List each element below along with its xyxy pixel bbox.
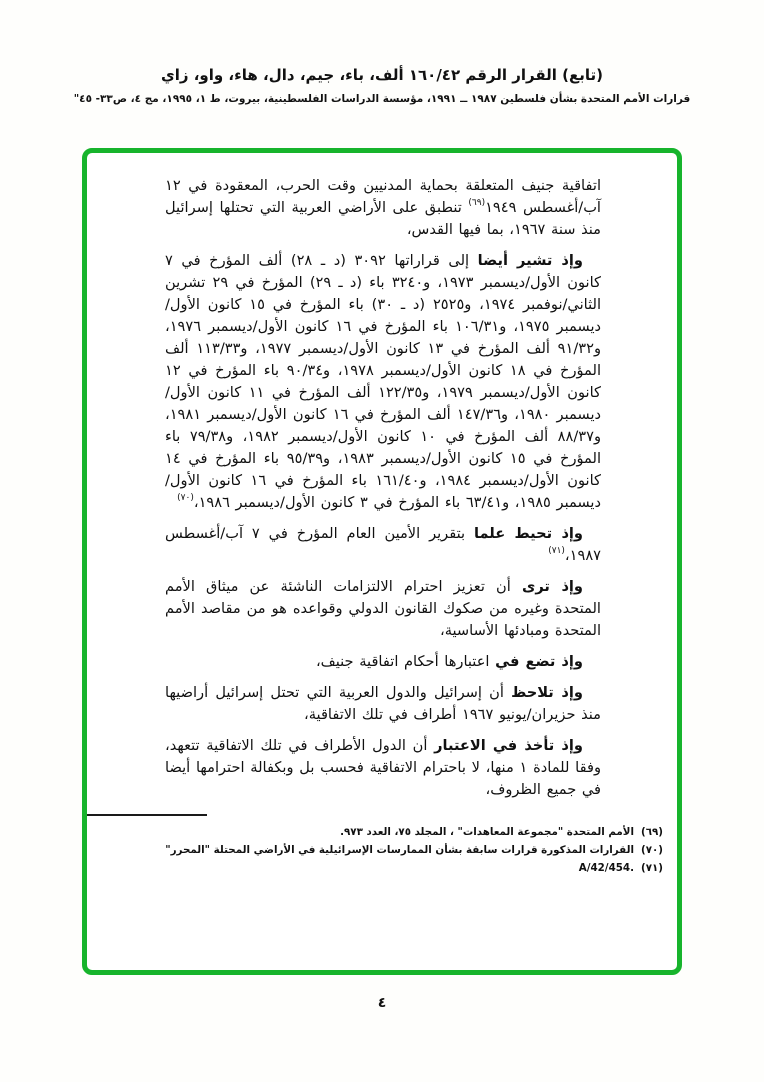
paragraph-7 (165, 735, 601, 801)
paragraph-1-text-cont: تنطبق على الأراضي العربية التي تحتلها إسرائيل منذ سنة ١٩٦٧، بما فيها القدس، (165, 199, 601, 238)
footnote-69 (103, 823, 663, 841)
paragraph-5 (165, 651, 601, 673)
footnote-70 (103, 841, 663, 859)
footnote-71-number: (٧١) (640, 862, 663, 874)
source-citation: قرارات الأمم المتحدة بشأن فلسطين ١٩٨٧ ــ ١٩٩١، مؤسسة الدراسات الفلسطينية، بيروت، ط ١، ١٩٩٥، مج ٤، ص٣٣- ٤٥" (73, 93, 691, 105)
paragraph-4-lead: وإذ ترى (521, 578, 584, 595)
footnote-70-text: القرارات المذكورة قرارات سابقة بشأن الممارسات الإسرائيلية في الأراضي المحتلة "المحرر" (165, 844, 634, 856)
resolution-title: (تابع) القرار الرقم ١٦٠/٤٢ ألف، باء، جيم، دال، هاء، واو، زاي (160, 66, 604, 84)
paragraph-4-text: أن تعزيز احترام الالتزامات الناشئة عن ميثاق الأمم المتحدة وغيره من صكوك القانون الدولي وقواعده هو من مقاصد الأمم المتحدة ومبادئها الأساسية، (165, 578, 601, 639)
page-number: ٤ (377, 995, 387, 1011)
footnote-separator (87, 814, 207, 816)
paragraph-4 (165, 576, 601, 642)
footnote-ref-71: (٧١) (548, 546, 565, 556)
footnote-69-text: الأمم المتحدة "مجموعة المعاهدات" ، المجلد ٧٥، العدد ٩٧٣. (340, 826, 634, 838)
paragraph-2-lead: وإذ تشير أيضا (477, 252, 583, 269)
paragraph-2-text: إلى قراراتها ٣٠٩٢ (د ـ ٢٨) ألف المؤرخ في ٧ كانون الأول/ديسمبر ١٩٧٣، و٣٢٤٠ باء (د ـ ٢٩) المؤرخ في ٢٩ تشرين الثاني/نوفمبر ١٩٧٤، و٢٥٢٥ (د ـ ٣٠) باء المؤرخ في ١٥ كانون الأول/ديسمبر ١٩٧٥، و١٠٦/٣١ باء المؤرخ في ١٦ كانون الأول/ديسمبر ١٩٧٦، و٩١/٣٢ ألف المؤرخ في ١٣ كانون الأول/ديسمبر ١٩٧٧، و١١٣/٣٣ ألف المؤرخ في ١٨ كانون الأول/ديسمبر ١٩٧٨، و٩٠/٣٤ باء المؤرخ في ١٢ كانون الأول/ديسمبر ١٩٧٩، و١٢٢/٣٥ ألف المؤرخ في ١١ كانون الأول/ديسمبر ١٩٨٠، و١٤٧/٣٦ ألف المؤرخ في ١٦ كانون الأول/ديسمبر ١٩٨١، و٨٨/٣٧ ألف المؤرخ في ١٠ كانون الأول/ديسمبر ١٩٨٢، و٧٩/٣٨ باء المؤرخ في ١٥ كانون الأول/ديسمبر ١٩٨٣، و٩٥/٣٩ باء المؤرخ في ١٤ كانون الأول/ديسمبر ١٩٨٤، و١٦١/٤٠ باء المؤرخ في ١٦ كانون الأول/ديسمبر ١٩٨٥، و٦٣/٤١ باء المؤرخ في ٣ كانون الأول/ديسمبر ١٩٨٦، (165, 252, 602, 511)
paragraph-7-text: أن الدول الأطراف في تلك الاتفاقية تتعهد، وفقا للمادة ١ منها، لا باحترام الاتفاقية فحسب بل وبكفالة احترامها أيضا في جميع الظروف، (165, 737, 602, 798)
page-header (0, 66, 764, 105)
paragraph-1 (165, 175, 601, 241)
paragraph-5-text: اعتبارها أحكام اتفاقية جنيف، (315, 653, 496, 670)
footnote-ref-70: (٧٠) (177, 493, 194, 503)
paragraph-6 (165, 682, 601, 726)
body-text (87, 175, 677, 801)
footnote-69-number: (٦٩) (640, 826, 663, 838)
paragraph-3-lead: وإذ تحيط علما (473, 525, 584, 542)
paragraph-6-lead: وإذ تلاحظ (511, 684, 583, 701)
footnotes (87, 823, 677, 877)
paragraph-1-text: اتفاقية جنيف المتعلقة بحماية المدنيين وقت الحرب، المعقودة في ١٢ آب/أغسطس ١٩٤٩ (165, 177, 601, 216)
paragraph-3 (165, 523, 601, 567)
box-content (87, 153, 677, 970)
footnote-70-number: (٧٠) (640, 844, 663, 856)
paragraph-2 (165, 250, 601, 514)
highlight-box (82, 148, 682, 975)
paragraph-5-lead: وإذ تضع في (495, 653, 583, 670)
paragraph-3-text: بتقرير الأمين العام المؤرخ في ٧ آب/أغسطس ١٩٨٧، (165, 525, 601, 564)
footnote-71 (103, 859, 663, 877)
footnote-71-text: A/42/454. (578, 862, 634, 874)
footnote-ref-69: (٦٩) (468, 198, 486, 208)
paragraph-6-text: أن إسرائيل والدول العربية التي تحتل إسرائيل أراضيها منذ حزيران/يونيو ١٩٦٧ أطراف في تلك الاتفاقية، (165, 684, 601, 723)
paragraph-7-lead: وإذ تأخذ في الاعتبار (434, 737, 583, 754)
